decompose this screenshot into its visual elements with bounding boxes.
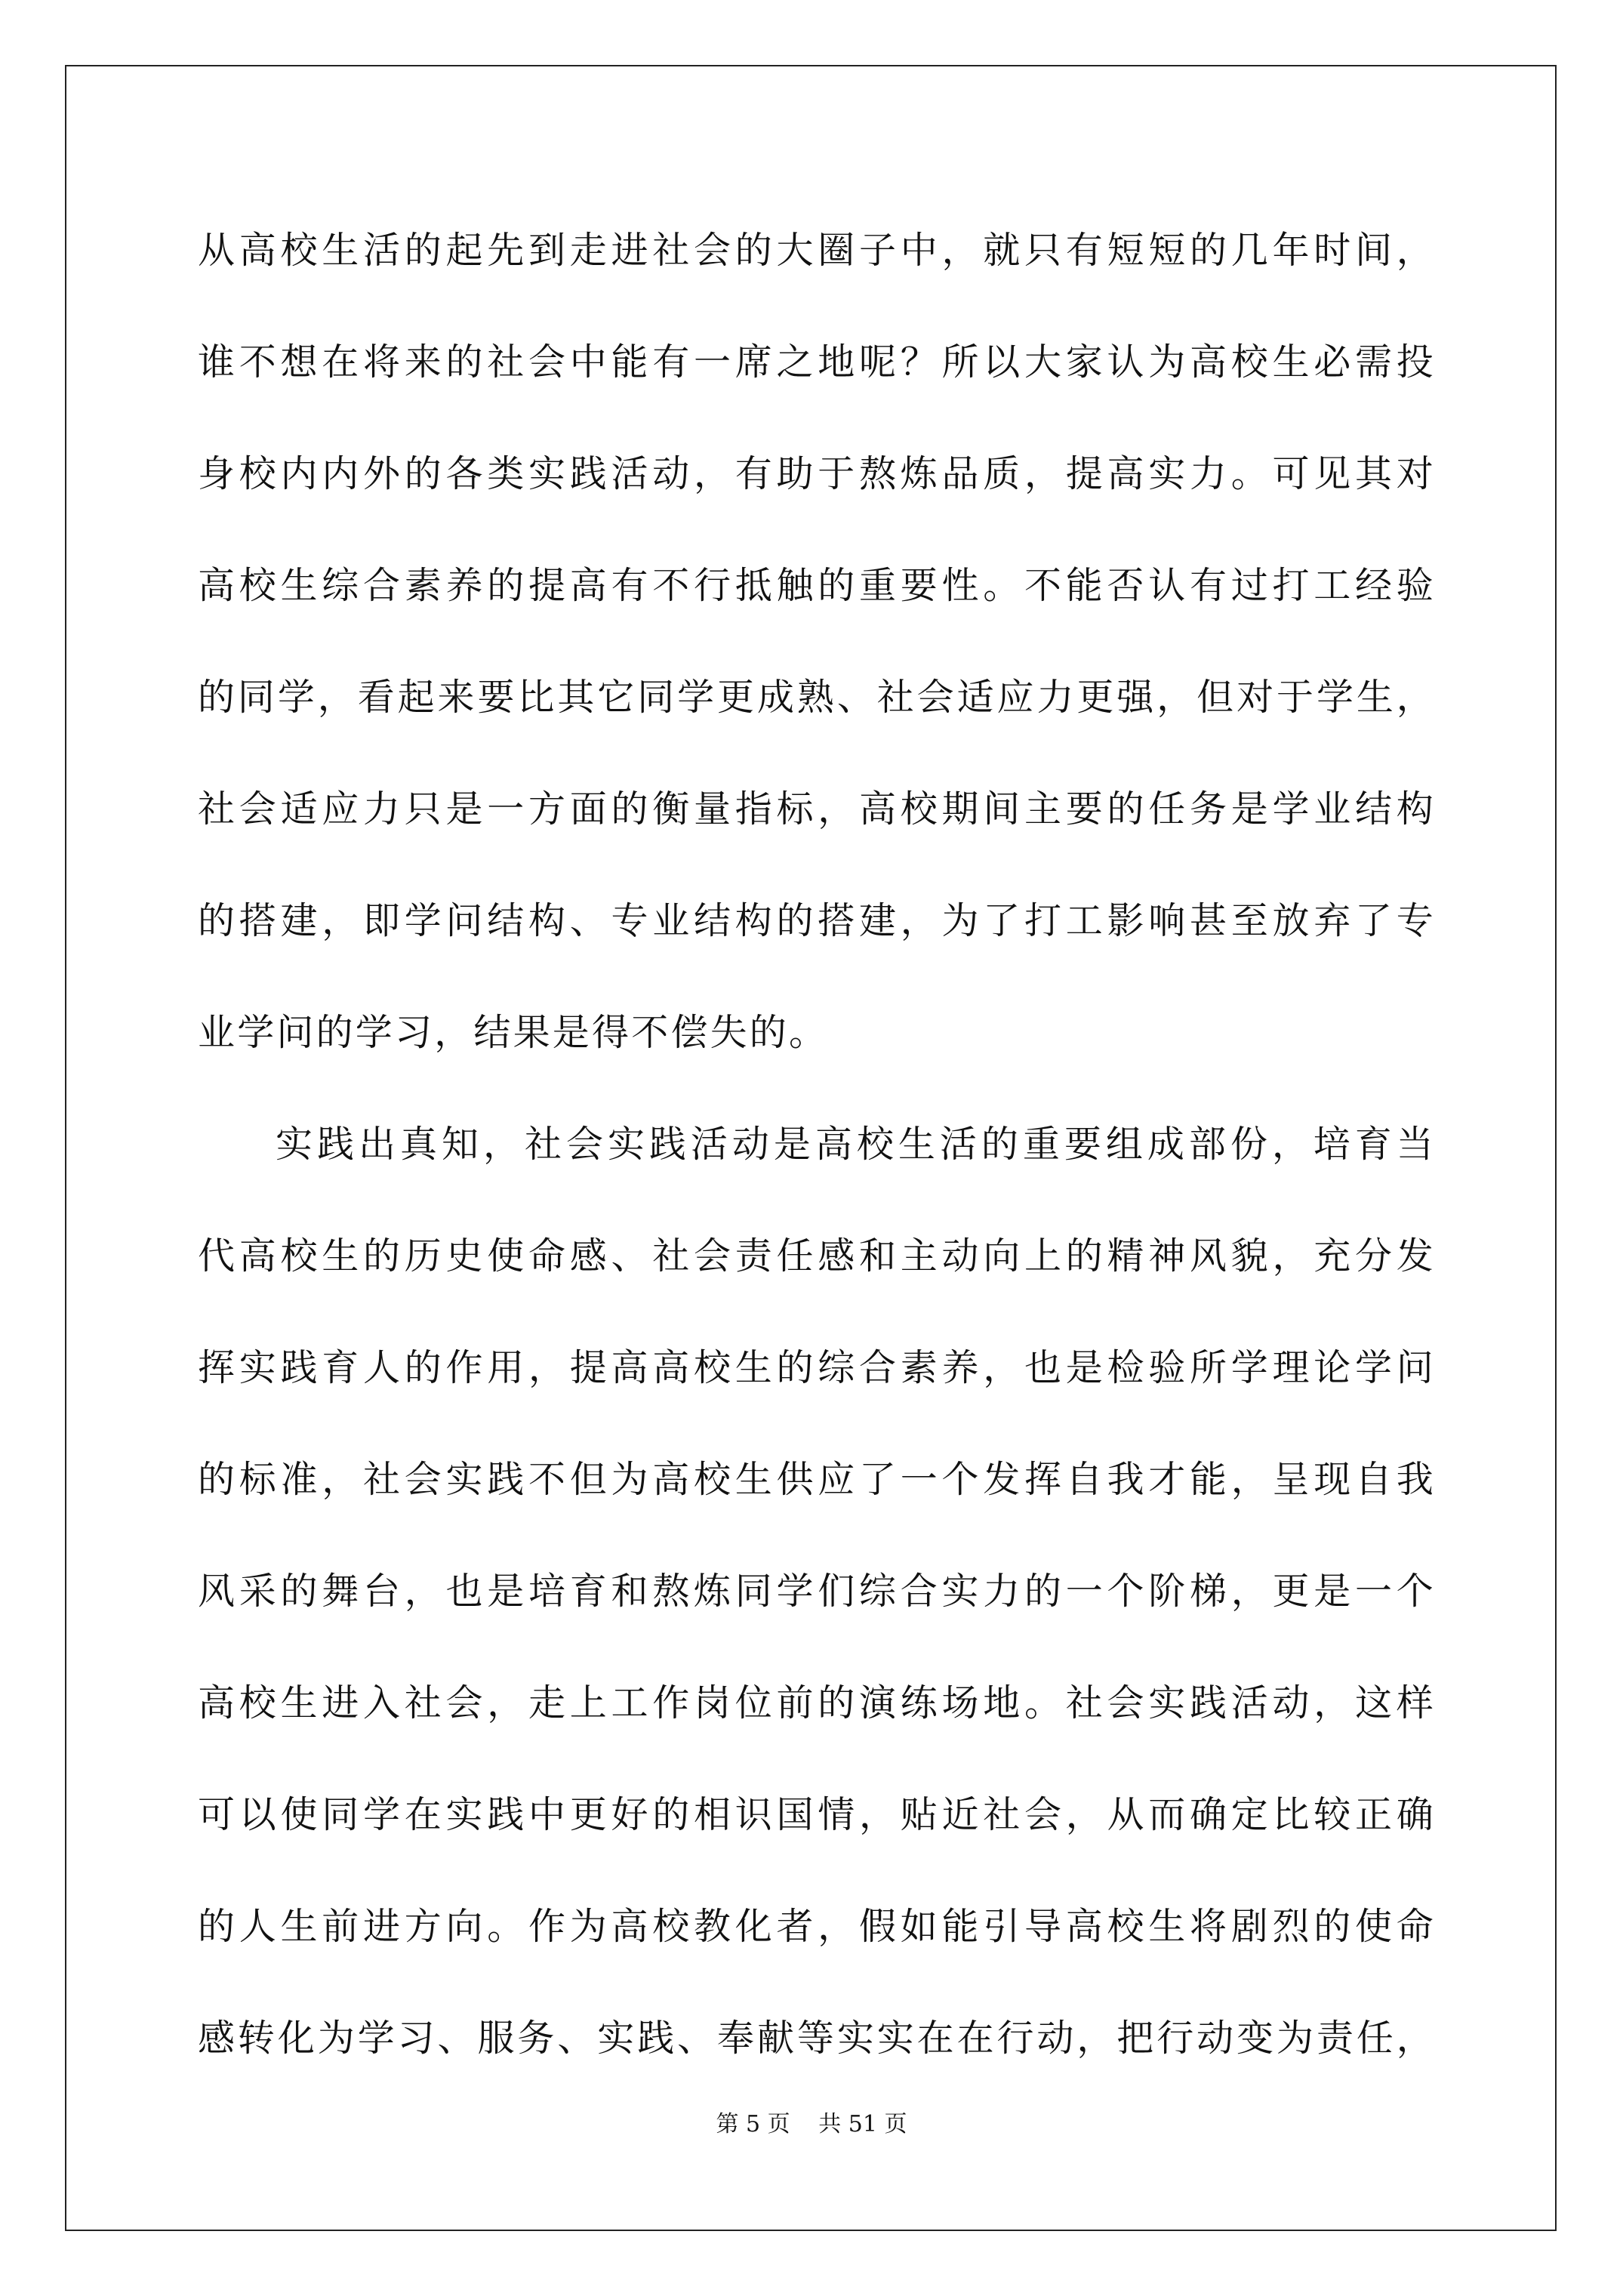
text-line: 高校生进入社会，走上工作岗位前的演练场地。社会实践活动，这样 xyxy=(198,1681,1436,1724)
text-line: 风采的舞台，也是培育和熬炼同学们综合实力的一个阶梯，更是一个 xyxy=(198,1570,1436,1613)
text-line: 高校生综合素养的提高有不行抵触的重要性。不能否认有过打工经验 xyxy=(198,564,1436,607)
text-line: 身校内内外的各类实践活动，有助于熬炼品质，提高实力。可见其对 xyxy=(198,452,1436,495)
text-line: 的搭建，即学问结构、专业结构的搭建，为了打工影响甚至放弃了专 xyxy=(198,899,1436,942)
text-line: 从高校生活的起先到走进社会的大圈子中，就只有短短的几年时间， xyxy=(198,229,1436,272)
text-line: 代高校生的历史使命感、社会责任感和主动向上的精神风貌，充分发 xyxy=(198,1234,1436,1277)
text-line: 谁不想在将来的社会中能有一席之地呢？所以大家认为高校生必需投 xyxy=(198,341,1436,384)
page-number: 第 5 页 xyxy=(716,2111,790,2137)
page-footer xyxy=(0,2105,1623,2138)
text-line: 的人生前进方向。作为高校教化者，假如能引导高校生将剧烈的使命 xyxy=(198,1905,1436,1948)
paragraph-start-line: 实践出真知，社会实践活动是高校生活的重要组成部份，培育当 xyxy=(276,1123,1436,1166)
text-line: 的同学，看起来要比其它同学更成熟、社会适应力更强，但对于学生， xyxy=(198,676,1436,719)
text-line: 感转化为学习、服务、实践、奉献等实实在在行动，把行动变为责任， xyxy=(198,2017,1436,2060)
text-line: 社会适应力只是一方面的衡量指标，高校期间主要的任务是学业结构 xyxy=(198,787,1436,831)
text-line: 业学问的学习，结果是得不偿失的。 xyxy=(198,1011,829,1054)
text-line: 的标准，社会实践不但为高校生供应了一个发挥自我才能，呈现自我 xyxy=(198,1458,1436,1501)
text-line: 可以使同学在实践中更好的相识国情，贴近社会，从而确定比较正确 xyxy=(198,1793,1436,1836)
text-line: 挥实践育人的作用，提高高校生的综合素养，也是检验所学理论学问 xyxy=(198,1346,1436,1389)
page-total: 共 51 页 xyxy=(818,2111,907,2137)
